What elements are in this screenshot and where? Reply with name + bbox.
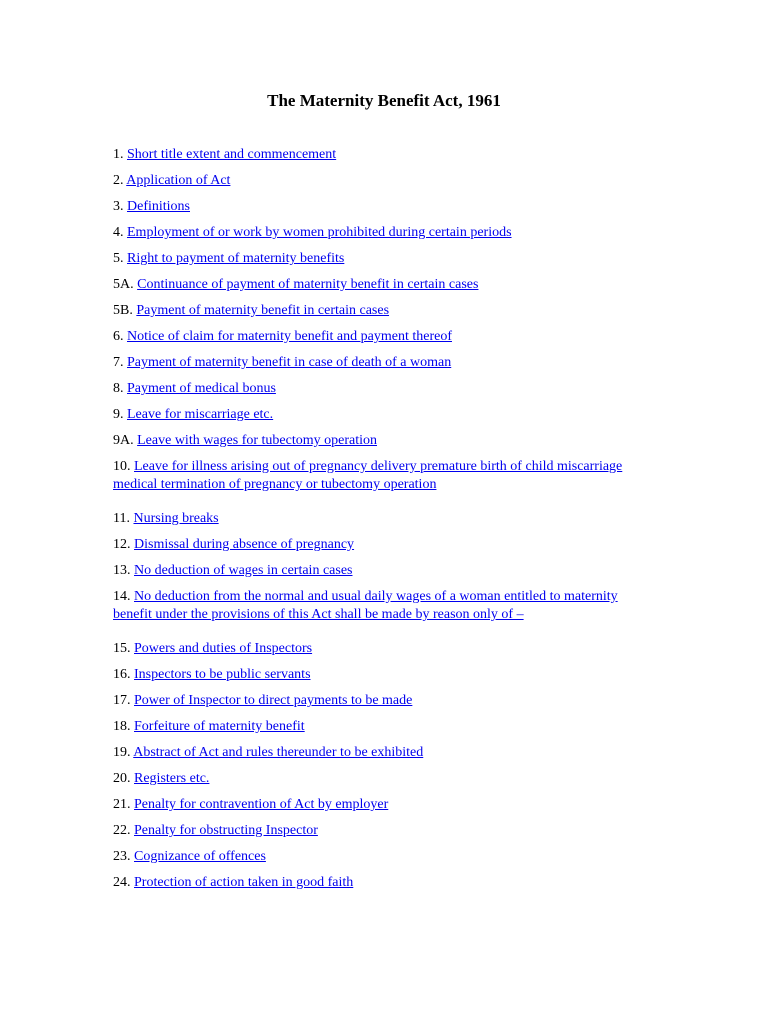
toc-item-1 — [113, 146, 633, 164]
toc-item-2 — [113, 172, 633, 190]
toc-number: 17. — [113, 693, 131, 708]
toc-number: 8. — [113, 381, 124, 396]
toc-number: 18. — [113, 719, 131, 734]
toc-item-8 — [113, 380, 633, 398]
toc-number: 12. — [113, 537, 131, 552]
toc-link-continuance-of-payment[interactable]: Continuance of payment of maternity benefit in certain cases — [137, 277, 479, 292]
toc-link-leave-tubectomy[interactable]: Leave with wages for tubectomy operation — [137, 433, 377, 448]
toc-link-right-to-payment[interactable]: Right to payment of maternity benefits — [127, 251, 345, 266]
toc-item-15 — [113, 640, 633, 658]
page-title: The Maternity Benefit Act, 1961 — [267, 91, 501, 110]
toc-number: 2. — [113, 173, 124, 188]
toc-item-23 — [113, 848, 633, 866]
toc-number: 15. — [113, 641, 131, 656]
toc-link-inspectors-public-servants[interactable]: Inspectors to be public servants — [134, 667, 311, 682]
toc-number: 7. — [113, 355, 124, 370]
toc-link-no-deduction-wages[interactable]: No deduction of wages in certain cases — [134, 563, 353, 578]
toc-number: 9. — [113, 407, 124, 422]
toc-number: 11. — [113, 511, 130, 526]
toc-link-nursing-breaks[interactable]: Nursing breaks — [133, 511, 219, 526]
toc-number: 4. — [113, 225, 124, 240]
toc-link-protection-good-faith[interactable]: Protection of action taken in good faith — [134, 875, 354, 890]
toc-link-leave-illness[interactable]: Leave for illness arising out of pregnancy delivery premature birth of child miscarriage medical termination of pregnancy or tubectomy operation — [113, 459, 623, 492]
toc-item-21 — [113, 796, 633, 814]
toc-item-13 — [113, 562, 633, 580]
toc-item-22 — [113, 822, 633, 840]
toc-link-registers[interactable]: Registers etc. — [134, 771, 210, 786]
toc-item-17 — [113, 692, 633, 710]
toc-link-no-deduction-daily-wages[interactable]: No deduction from the normal and usual daily wages of a woman entitled to maternity benefit under the provisions of this Act shall be made by reason only of – — [113, 589, 618, 622]
toc-number: 14. — [113, 589, 131, 604]
toc-link-payment-death[interactable]: Payment of maternity benefit in case of death of a woman — [127, 355, 452, 370]
toc-number: 16. — [113, 667, 131, 682]
toc-link-payment-certain-cases[interactable]: Payment of maternity benefit in certain cases — [136, 303, 390, 318]
toc-item-3 — [113, 198, 633, 216]
toc-item-12 — [113, 536, 633, 554]
toc-number: 13. — [113, 563, 131, 578]
toc-number: 5A. — [113, 277, 134, 292]
toc-item-20 — [113, 770, 633, 788]
toc-item-5 — [113, 250, 633, 268]
toc-link-dismissal[interactable]: Dismissal during absence of pregnancy — [134, 537, 355, 552]
toc-item-5a — [113, 276, 633, 294]
toc-number: 19. — [113, 745, 131, 760]
toc-item-18 — [113, 718, 633, 736]
toc-link-short-title[interactable]: Short title extent and commencement — [127, 147, 337, 162]
toc-link-medical-bonus[interactable]: Payment of medical bonus — [127, 381, 276, 396]
toc-item-7 — [113, 354, 633, 372]
toc-link-definitions[interactable]: Definitions — [127, 199, 190, 214]
toc-item-5b — [113, 302, 633, 320]
toc-link-forfeiture[interactable]: Forfeiture of maternity benefit — [134, 719, 305, 734]
toc-link-penalty-contravention[interactable]: Penalty for contravention of Act by employer — [134, 797, 389, 812]
toc-number: 10. — [113, 459, 131, 474]
toc-number: 23. — [113, 849, 131, 864]
toc-link-notice-of-claim[interactable]: Notice of claim for maternity benefit and payment thereof — [127, 329, 452, 344]
toc-link-employment-prohibited[interactable]: Employment of or work by women prohibited during certain periods — [127, 225, 512, 240]
toc-link-cognizance[interactable]: Cognizance of offences — [134, 849, 266, 864]
toc-item-9a — [113, 432, 633, 450]
toc-number: 21. — [113, 797, 131, 812]
table-of-contents — [113, 146, 633, 900]
toc-number: 3. — [113, 199, 124, 214]
toc-link-penalty-obstructing[interactable]: Penalty for obstructing Inspector — [134, 823, 318, 838]
toc-link-application[interactable]: Application of Act — [126, 173, 231, 188]
toc-number: 9A. — [113, 433, 134, 448]
toc-link-power-direct-payments[interactable]: Power of Inspector to direct payments to be made — [134, 693, 413, 708]
toc-number: 22. — [113, 823, 131, 838]
toc-number: 5. — [113, 251, 124, 266]
toc-item-11 — [113, 510, 633, 528]
toc-item-24 — [113, 874, 633, 892]
toc-link-abstract-of-act[interactable]: Abstract of Act and rules thereunder to be exhibited — [133, 745, 424, 760]
toc-item-19 — [113, 744, 633, 762]
toc-item-4 — [113, 224, 633, 242]
toc-number: 6. — [113, 329, 124, 344]
toc-item-10 — [113, 458, 633, 494]
toc-number: 5B. — [113, 303, 133, 318]
toc-number: 24. — [113, 875, 131, 890]
toc-item-14 — [113, 588, 633, 624]
toc-link-leave-miscarriage[interactable]: Leave for miscarriage etc. — [127, 407, 274, 422]
toc-item-9 — [113, 406, 633, 424]
toc-item-16 — [113, 666, 633, 684]
toc-number: 1. — [113, 147, 124, 162]
toc-item-6 — [113, 328, 633, 346]
toc-number: 20. — [113, 771, 131, 786]
toc-link-powers-of-inspectors[interactable]: Powers and duties of Inspectors — [134, 641, 313, 656]
